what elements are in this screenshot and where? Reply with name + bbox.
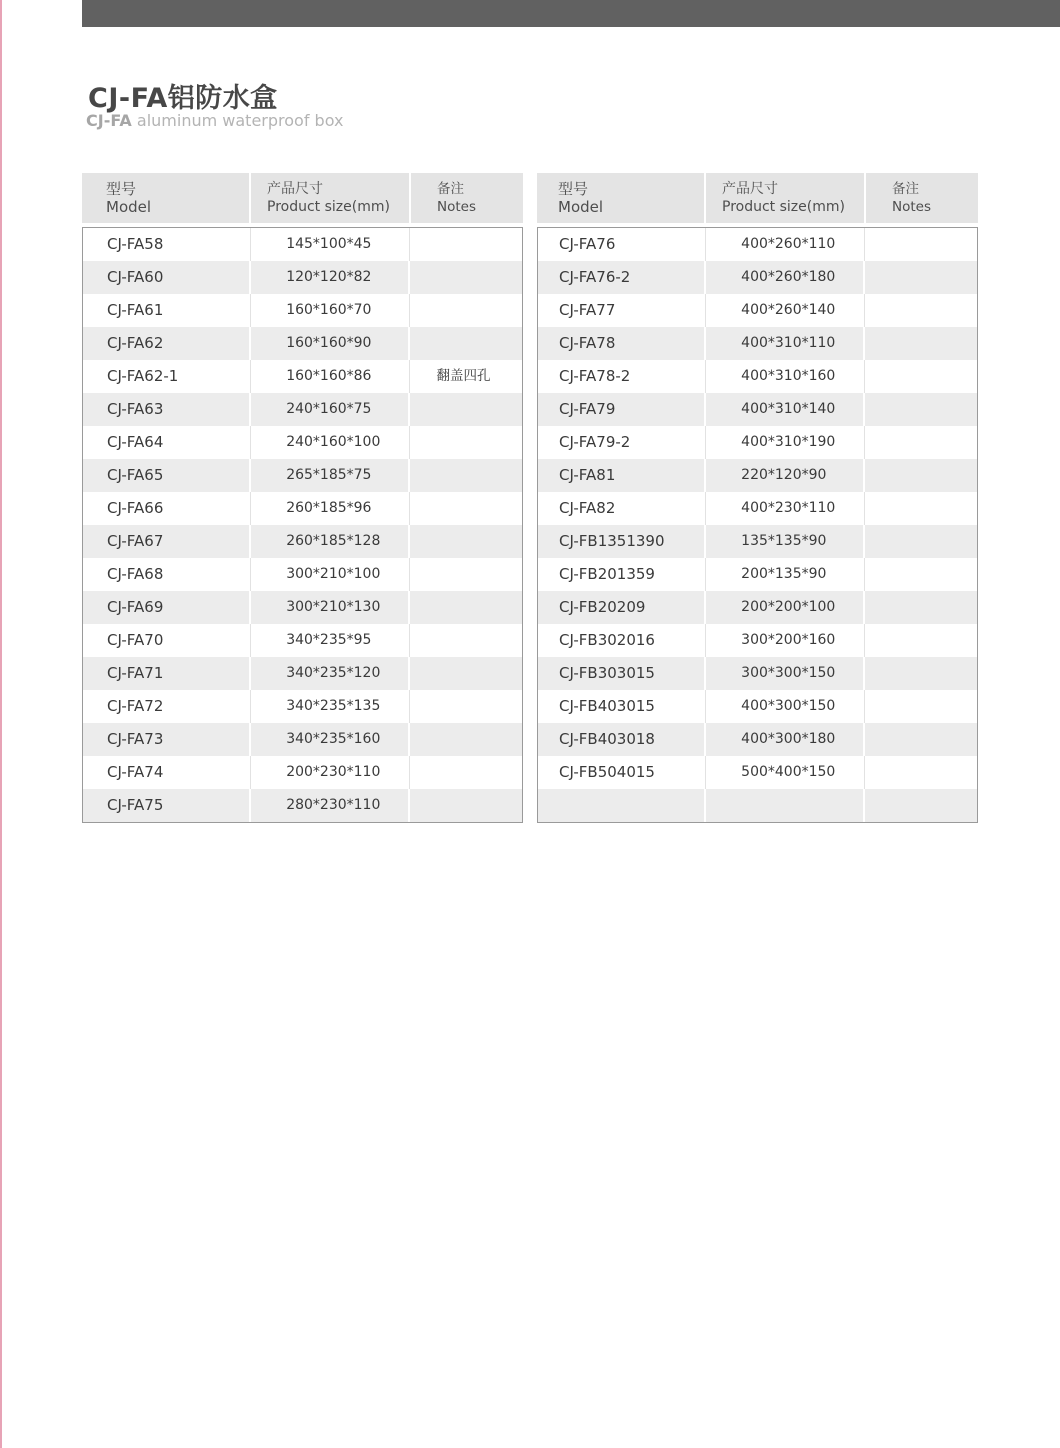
- table-row: [83, 459, 522, 492]
- cell-model: CJ-FA78: [538, 327, 706, 360]
- header-notes: [411, 173, 523, 223]
- cell-model: CJ-FA76-2: [538, 261, 706, 294]
- cell-size: 160*160*70: [251, 294, 410, 327]
- cell-model: CJ-FA79: [538, 393, 706, 426]
- table-row: [538, 360, 977, 393]
- cell-notes: [410, 624, 522, 657]
- cell-model: CJ-FA72: [83, 690, 251, 723]
- cell-size: 260*185*128: [251, 525, 410, 558]
- table-row: [83, 228, 522, 261]
- spec-table-right: [537, 173, 978, 823]
- cell-model: CJ-FA82: [538, 492, 706, 525]
- table-row: [83, 723, 522, 756]
- cell-model: CJ-FA60: [83, 261, 251, 294]
- header-size: [706, 173, 866, 223]
- cell-notes: [865, 756, 977, 789]
- header-model-en: Model: [106, 198, 152, 216]
- cell-model: CJ-FA77: [538, 294, 706, 327]
- table-row: [538, 558, 977, 591]
- cell-notes: [865, 459, 977, 492]
- table-row: [83, 624, 522, 657]
- cell-model: CJ-FA74: [83, 756, 251, 789]
- cell-model: CJ-FB403015: [538, 690, 706, 723]
- cell-size: 120*120*82: [251, 261, 410, 294]
- header-model-cn: 型号: [558, 180, 589, 198]
- table-row: [83, 327, 522, 360]
- cell-notes: [865, 789, 977, 822]
- table-row: [538, 624, 977, 657]
- table-row: [83, 657, 522, 690]
- page-title: CJ-FA铝防水盒: [88, 83, 278, 114]
- cell-notes: [410, 261, 522, 294]
- cell-notes: [865, 558, 977, 591]
- header-size-cn: 产品尺寸: [722, 181, 778, 197]
- cell-model: CJ-FA65: [83, 459, 251, 492]
- cell-size: 300*210*130: [251, 591, 410, 624]
- cell-size: 340*235*95: [251, 624, 410, 657]
- cell-size: 340*235*160: [251, 723, 410, 756]
- header-size-cn: 产品尺寸: [267, 181, 323, 197]
- header-size-en: Product size(mm): [722, 199, 845, 215]
- header-model-cn: 型号: [106, 180, 137, 198]
- cell-size: 300*210*100: [251, 558, 410, 591]
- cell-notes: [865, 327, 977, 360]
- cell-model: CJ-FA71: [83, 657, 251, 690]
- table-row: [83, 492, 522, 525]
- cell-notes: [865, 294, 977, 327]
- table-row: [538, 294, 977, 327]
- table-row: [83, 426, 522, 459]
- cell-notes: [865, 525, 977, 558]
- cell-size: 200*200*100: [706, 591, 865, 624]
- cell-size: 300*300*150: [706, 657, 865, 690]
- header-size-en: Product size(mm): [267, 199, 390, 215]
- cell-model: CJ-FA62: [83, 327, 251, 360]
- header-model: [82, 173, 251, 223]
- table-row: [538, 756, 977, 789]
- header-notes-en: Notes: [437, 199, 476, 215]
- cell-size: 280*230*110: [251, 789, 410, 822]
- cell-model: CJ-FA62-1: [83, 360, 251, 393]
- table-row: [538, 723, 977, 756]
- header-model: [537, 173, 706, 223]
- table-body: [82, 227, 523, 823]
- cell-notes: [410, 591, 522, 624]
- table-row: [538, 789, 977, 822]
- cell-notes: [865, 426, 977, 459]
- cell-model: CJ-FA63: [83, 393, 251, 426]
- cell-notes: [865, 393, 977, 426]
- cell-notes: [865, 591, 977, 624]
- cell-size: 400*230*110: [706, 492, 865, 525]
- cell-size: 340*235*120: [251, 657, 410, 690]
- table-row: [83, 690, 522, 723]
- table-header: [537, 173, 978, 223]
- subtitle-text: aluminum waterproof box: [131, 111, 344, 130]
- table-row: [83, 393, 522, 426]
- cell-notes: [865, 261, 977, 294]
- cell-model: CJ-FA79-2: [538, 426, 706, 459]
- cell-size: 240*160*100: [251, 426, 410, 459]
- cell-notes: [410, 393, 522, 426]
- cell-notes: [865, 723, 977, 756]
- header-model-en: Model: [558, 198, 604, 216]
- table-row: [538, 228, 977, 261]
- cell-size: 260*185*96: [251, 492, 410, 525]
- table-row: [538, 492, 977, 525]
- cell-size: 240*160*75: [251, 393, 410, 426]
- cell-notes: [865, 492, 977, 525]
- cell-notes: [410, 426, 522, 459]
- cell-size: 400*310*190: [706, 426, 865, 459]
- cell-model: CJ-FA76: [538, 228, 706, 261]
- header-notes: [866, 173, 978, 223]
- table-row: [83, 294, 522, 327]
- cell-model: CJ-FB303015: [538, 657, 706, 690]
- cell-size: 265*185*75: [251, 459, 410, 492]
- table-header: [82, 173, 523, 223]
- table-row: [83, 591, 522, 624]
- cell-notes: [410, 492, 522, 525]
- cell-model: CJ-FA67: [83, 525, 251, 558]
- page-edge-line: [0, 0, 2, 1448]
- table-row: [83, 261, 522, 294]
- cell-model: CJ-FA64: [83, 426, 251, 459]
- cell-model: CJ-FB1351390: [538, 525, 706, 558]
- cell-model: CJ-FB201359: [538, 558, 706, 591]
- cell-size: 500*400*150: [706, 756, 865, 789]
- page-subtitle: [86, 111, 343, 130]
- table-row: [538, 591, 977, 624]
- cell-notes: [865, 657, 977, 690]
- table-row: [83, 558, 522, 591]
- table-row: [538, 657, 977, 690]
- cell-model: CJ-FB302016: [538, 624, 706, 657]
- cell-notes: 翻盖四孔: [436, 368, 491, 384]
- cell-size: 400*260*180: [706, 261, 865, 294]
- cell-size: 400*260*110: [706, 228, 865, 261]
- cell-model: CJ-FA78-2: [538, 360, 706, 393]
- cell-notes: [410, 690, 522, 723]
- cell-model: CJ-FA75: [83, 789, 251, 822]
- cell-notes: [410, 228, 522, 261]
- table-row: [538, 690, 977, 723]
- cell-notes: [865, 228, 977, 261]
- cell-notes: [410, 327, 522, 360]
- table-row: [538, 327, 977, 360]
- header-notes-cn: 备注: [892, 181, 919, 197]
- table-row: [83, 789, 522, 822]
- table-row: [538, 261, 977, 294]
- cell-model: CJ-FB20209: [538, 591, 706, 624]
- cell-model: CJ-FA70: [83, 624, 251, 657]
- cell-size: 400*300*150: [706, 690, 865, 723]
- cell-size: 340*235*135: [251, 690, 410, 723]
- cell-size: 400*300*180: [706, 723, 865, 756]
- table-row: [83, 360, 522, 393]
- spec-table-left: [82, 173, 523, 823]
- cell-model: CJ-FB504015: [538, 756, 706, 789]
- cell-model: CJ-FA61: [83, 294, 251, 327]
- cell-notes: [410, 558, 522, 591]
- cell-model: CJ-FA66: [83, 492, 251, 525]
- cell-notes: [410, 756, 522, 789]
- table-row: [83, 756, 522, 789]
- cell-model: CJ-FA81: [538, 459, 706, 492]
- header-notes-en: Notes: [892, 199, 931, 215]
- table-row: [83, 525, 522, 558]
- table-row: [538, 393, 977, 426]
- cell-size: 160*160*86: [251, 360, 410, 393]
- cell-size: 160*160*90: [251, 327, 410, 360]
- header-size: [251, 173, 411, 223]
- cell-notes: [410, 459, 522, 492]
- cell-notes: [410, 294, 522, 327]
- cell-notes: [865, 360, 977, 393]
- cell-size: [706, 789, 865, 822]
- cell-size: 135*135*90: [706, 525, 865, 558]
- cell-model: CJ-FA58: [83, 228, 251, 261]
- table-row: [538, 525, 977, 558]
- cell-notes: [410, 723, 522, 756]
- cell-size: 200*135*90: [706, 558, 865, 591]
- cell-model: CJ-FA73: [83, 723, 251, 756]
- header-notes-cn: 备注: [437, 181, 464, 197]
- cell-size: 220*120*90: [706, 459, 865, 492]
- header-bar: [82, 0, 1060, 27]
- cell-size: 300*200*160: [706, 624, 865, 657]
- cell-model: [538, 789, 706, 822]
- cell-size: 400*310*140: [706, 393, 865, 426]
- cell-notes: [865, 624, 977, 657]
- table-row: [538, 459, 977, 492]
- table-body: [537, 227, 978, 823]
- cell-model: CJ-FA68: [83, 558, 251, 591]
- cell-size: 145*100*45: [251, 228, 410, 261]
- cell-notes: [410, 657, 522, 690]
- cell-notes: [410, 525, 522, 558]
- cell-notes: [410, 789, 522, 822]
- cell-size: 200*230*110: [251, 756, 410, 789]
- cell-model: CJ-FB403018: [538, 723, 706, 756]
- cell-model: CJ-FA69: [83, 591, 251, 624]
- cell-size: 400*310*110: [706, 327, 865, 360]
- subtitle-code: CJ-FA: [86, 111, 132, 130]
- table-row: [538, 426, 977, 459]
- cell-size: 400*260*140: [706, 294, 865, 327]
- cell-size: 400*310*160: [706, 360, 865, 393]
- cell-notes: [865, 690, 977, 723]
